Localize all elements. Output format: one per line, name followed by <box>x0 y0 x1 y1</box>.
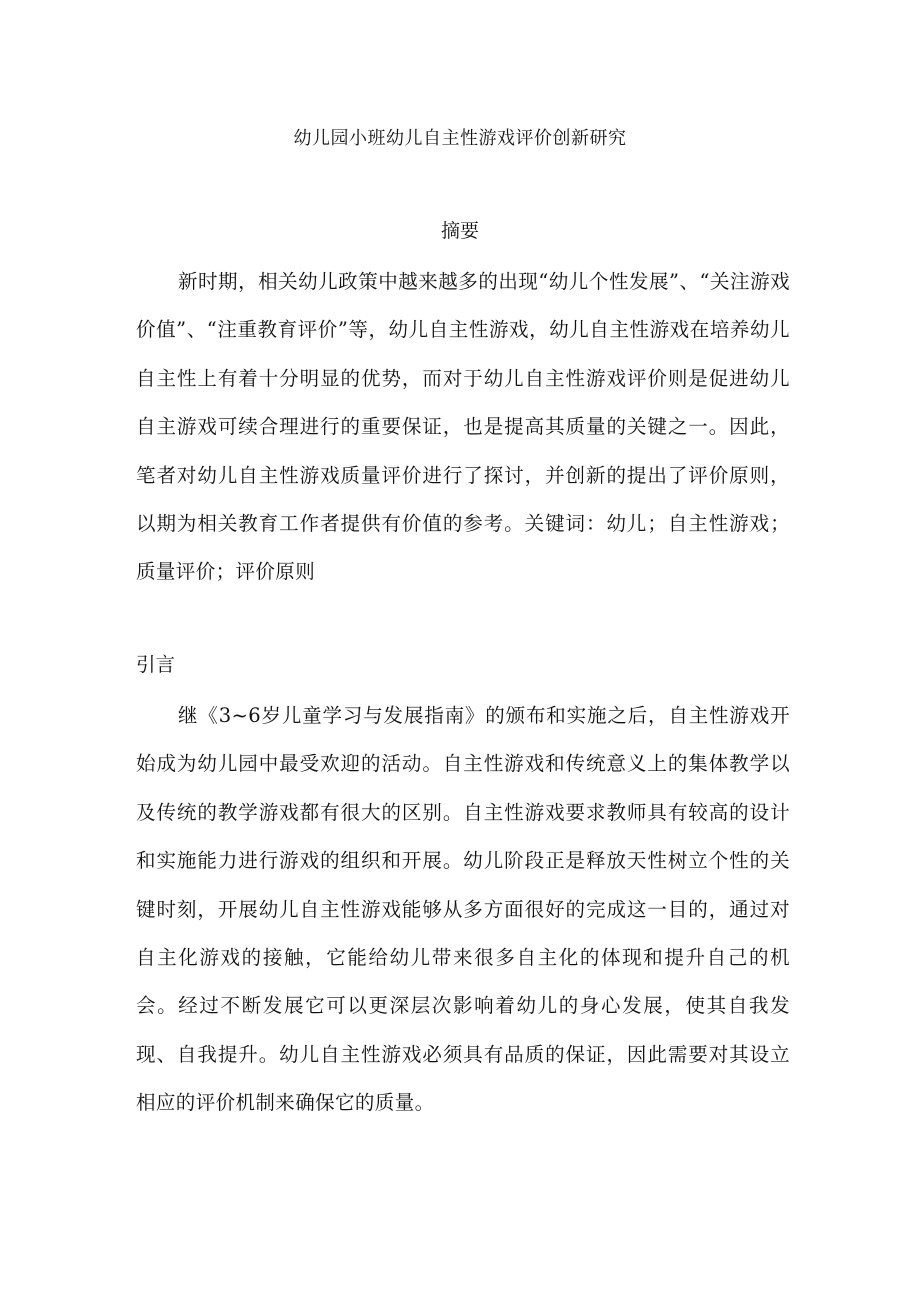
abstract-heading: 摘要 <box>440 220 479 242</box>
intro-paragraph: 继《3~6岁儿童学习与发展指南》的颁布和实施之后，自主性游戏开始成为幼儿园中最受欢迎的活动。自主性游戏和传统意义上的集体教学以及传统的教学游戏都有很大的区别。自主性游戏要求教师具有较高的设计和实施能力进行游戏的组织和开展。幼儿阶段正是释放天性树立个性的关键时刻，开展幼儿自主性游戏能够从多方面很好的完成这一目的，通过对自主化游戏的接触，它能给幼儿带来很多自主化的体现和提升自己的机会。经过不断发展它可以更深层次影响着幼儿的身心发展，使其自我发现、自我提升。幼儿自主性游戏必须具有品质的保证，因此需要对其设立相应的评价机制来确保它的质量。 <box>136 704 790 1115</box>
intro-heading: 引言 <box>136 653 176 676</box>
abstract-paragraph: 新时期，相关幼儿政策中越来越多的出现“幼儿个性发展”、“关注游戏价值”、“注重教育评价”等，幼儿自主性游戏，幼儿自主性游戏在培养幼儿自主性上有着十分明显的优势，而对于幼儿自主性游戏评价则是促进幼儿自主游戏可续合理进行的重要保证，也是提高其质量的关键之一。因此，笔者对幼儿自主性游戏质量评价进行了探讨，并创新的提出了评价原则，以期为相关教育工作者提供有价值的参考。关键词：幼儿；自主性游戏；质量评价；评价原则 <box>136 270 790 584</box>
document-title: 幼儿园小班幼儿自主性游戏评价创新研究 <box>293 128 627 149</box>
